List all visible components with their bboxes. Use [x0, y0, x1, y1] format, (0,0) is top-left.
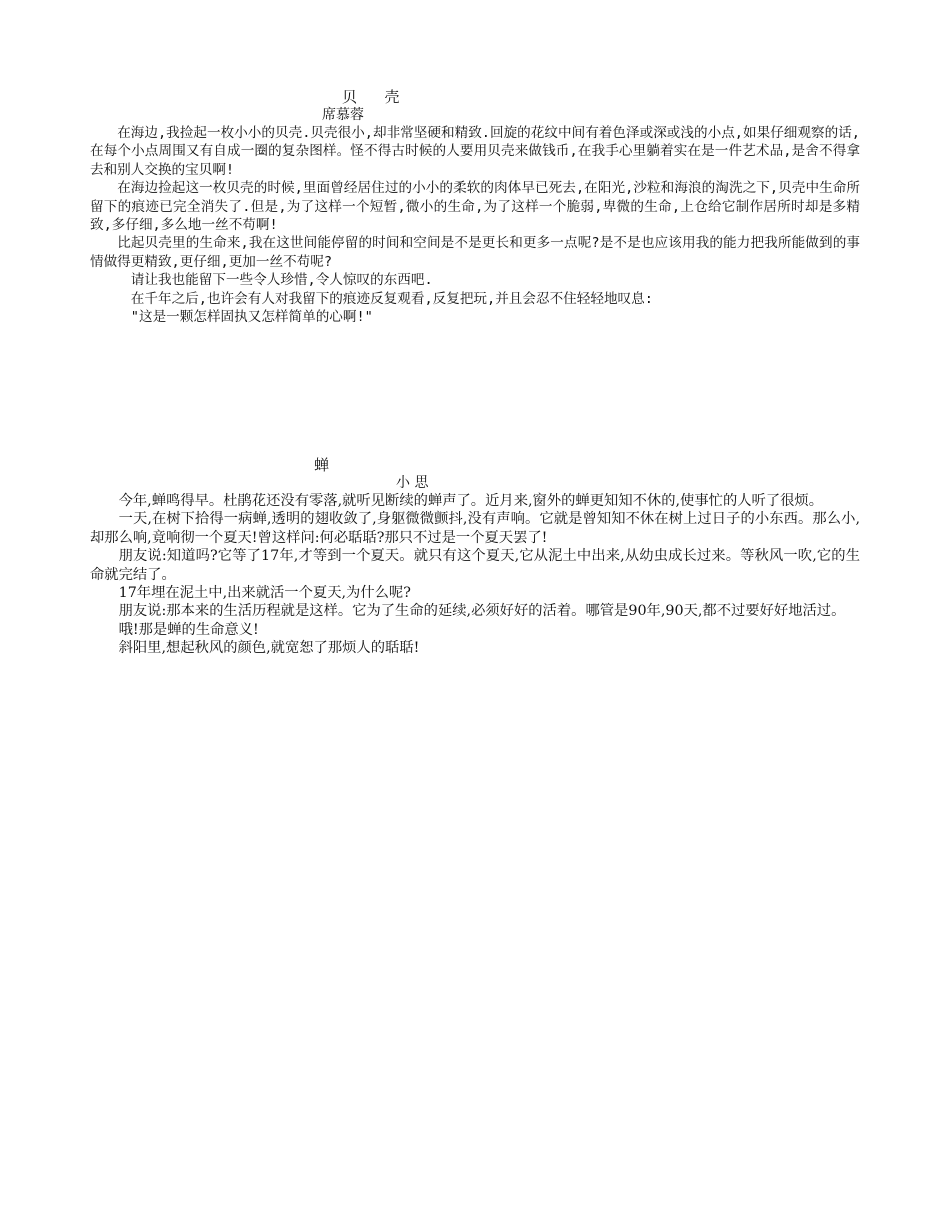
paragraph: 朋友说:知道吗?它等了17年,才等到一个夏天。就只有这个夏天,它从泥土中出来,从幼虫成长过来。等秋风一吹,它的生命就完结了。: [90, 548, 860, 583]
paragraph: 哦!那是蝉的生命意义!: [118, 621, 259, 638]
paragraph: 在海边,我捡起一枚小小的贝壳.贝壳很小,却非常坚硬和精致.回旋的花纹中间有着色泽或深或浅的小点,如果仔细观察的话,在每个小点周围又有自成一圈的复杂图样。怪不得古时候的人要用贝壳来做钱币,在我手心里躺着实在是一件艺术品,是舍不得拿去和别人交换的宝贝啊!: [90, 125, 860, 178]
essay-title: 蝉: [314, 456, 336, 474]
paragraph: 在千年之后,也许会有人对我留下的痕迹反复观看,反复把玩,并且会忍不住轻轻地叹息:: [130, 290, 653, 307]
paragraph: 今年,蝉鸣得早。杜鹃花还没有零落,就听见断续的蝉声了。近月来,窗外的蝉更知知不休的,使事忙的人听了很烦。: [118, 493, 824, 509]
paragraph: 请让我也能留下一些令人珍惜,令人惊叹的东西吧.: [130, 272, 433, 289]
paragraph: 17年埋在泥土中,出来就活一个夏天,为什么呢?: [118, 585, 411, 602]
paragraph: 比起贝壳里的生命来,我在这世间能停留的时间和空间是不是更长和更多一点呢?是不是也应该用我的能力把我所能做到的事情做得更精致,更仔细,更加一丝不苟呢?: [90, 235, 860, 270]
essay-title: 贝 壳: [342, 88, 406, 106]
essay-author: 席慕蓉: [322, 107, 364, 123]
paragraph: 朋友说:那本来的生活历程就是这样。它为了生命的延续,必须好好的活着。哪管是90年,90天,都不过要好好地活过。: [118, 603, 846, 620]
essay-shell: [90, 88, 860, 326]
paragraph: 一天,在树下拾得一病蝉,透明的翅收敛了,身躯微微颤抖,没有声响。它就是曾知知不休在树上过日子的小东西。那么小,却那么响,竟响彻一个夏天!曾这样问:何必聒聒?那只不过是一个夏天罢了!: [90, 511, 860, 546]
essay-author: 小 思: [396, 475, 429, 491]
paragraph-quote: "这是一颗怎样固执又怎样简单的心啊!": [130, 309, 373, 326]
paragraph: 在海边捡起这一枚贝壳的时候,里面曾经居住过的小小的柔软的肉体早已死去,在阳光,沙粒和海浪的淘洗之下,贝壳中生命所留下的痕迹已完全消失了.但是,为了这样一个短暂,微小的生命,为了这样一个脆弱,卑微的生命,上仓给它制作居所时却是多精致,多仔细,多么地一丝不苟啊!: [90, 180, 860, 234]
paragraph: 斜阳里,想起秋风的颜色,就宽恕了那烦人的聒聒!: [118, 640, 420, 657]
essay-cicada: [90, 456, 860, 658]
